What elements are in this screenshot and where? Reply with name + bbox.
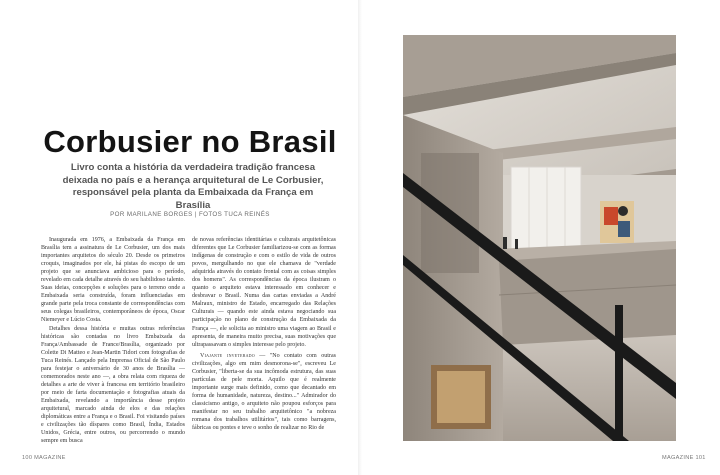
section-lead-in: Viajante inveterado bbox=[200, 352, 255, 359]
railing-post bbox=[615, 305, 623, 441]
folio-right: MAGAZINE 101 bbox=[662, 455, 706, 461]
architecture-photo bbox=[403, 35, 676, 441]
article-title: Corbusier no Brasil bbox=[43, 124, 337, 159]
body-column-1 bbox=[41, 236, 185, 456]
page-gutter bbox=[358, 0, 362, 475]
paragraph: Inaugurada em 1976, a Embaixada da França em Brasília tem a assinatura de Le Corbusier, um dos mais importantes arquitetos do século 20. Desde os primeiros croquis, imaginados por ele, há pistas do escopo de um projeto que se anunciava ambicioso para o período, revelado em cada detalhe através do seu habilidoso talento. Suas ideias, concepções e soluções para o terreno onde a Embaixada seria construída, foram influenciadas em grande parte pela troca constante de correspondências com seus colegas brasileiros, contemporâneos de época, Oscar Niemeyer e Lúcio Costa. bbox=[41, 237, 185, 324]
article-subtitle: Livro conta a história da verdadeira tradição francesa deixada no país e a herança arquitetural de Le Corbusier, responsável pela planta da Embaixada da França em Brasília bbox=[62, 162, 324, 211]
paragraph: Detalhes dessa história e muitas outras referências históricas são contadas no livro Embaixada da França/Ambassade de France/Brasília, organizado por Colette Di Matteo e Jean-Martin Tidori com fotografias de Tuca Reinés. Lançado pela Imprensa Oficial de São Paulo para festejar o aniversário de 30 anos de Brasília — comemorados neste ano —, a obra relata com riqueza de detalhes a arte de viver à francesa em território brasileiro por meio de farta documentação e fotografias atuais da Embaixada, revelando a importância desse projeto arquitetural, marcado ainda de elos e das relações diplomáticas entre a França e o Brasil. Foi visitando países e civilizações tão díspares como Brasil, Índia, Estados Unidos, Grécia, entre outros, ou percorrendo o mundo sempre em busca bbox=[41, 325, 185, 445]
white-cabinet bbox=[511, 167, 581, 249]
article-byline: POR MARILANE BORGES | FOTOS TUCA REINÉS bbox=[110, 211, 270, 218]
folio-left: 100 MAGAZINE bbox=[22, 455, 66, 461]
paragraph-text: — "No contato com outras civilizações, algo em mim desmorona-se", escreveu Le Corbusier, "liberta-se da sua incômoda estrutura, das suas partículas de pele morta. Aquilo que é realmente importante surge mais definido, como que decantado em forma de humanidade, natureza, destino..." Admirador do classicismo antigo, o arquiteto não poupou esforços para manifestar no seu trabalho arquitetônico "a nobreza romana dos trabalhos utilitários", tais como barragens, fábricas ou pontes e teve o sonho de realizar no Rio de bbox=[192, 352, 336, 432]
figure bbox=[515, 239, 518, 249]
parapet bbox=[499, 249, 676, 345]
paragraph-with-lead bbox=[192, 352, 336, 432]
embassy-interior-illustration bbox=[403, 35, 676, 441]
body-column-2 bbox=[192, 236, 336, 456]
figure bbox=[503, 237, 507, 249]
paragraph: de novas referências identitárias e culturais arquitetônicas diferentes que Le Corbusier familiarizou-se com as formas indígenas de construção e com o estilo de vida de outros povos, mergulhando no que ele chamava de "verdade adquirida através do contato frontal com as coisas simples dos homens". As correspondências da época ilustram o quanto o arquiteto estava interessado em conhecer e desbravar o Brasil. Numa das cartas enviadas a André Malraux, ministro de Estado, encarregado das Relações Culturais — quando este ainda estava negociando sua participação no plano de construção da Embaixada da França —, ele solicita ao ministro uma viagem ao Brasil e apresenta, de maneira muito precisa, suas motivações que ultrapassavam o simples interesse pelo projeto. bbox=[192, 237, 336, 348]
